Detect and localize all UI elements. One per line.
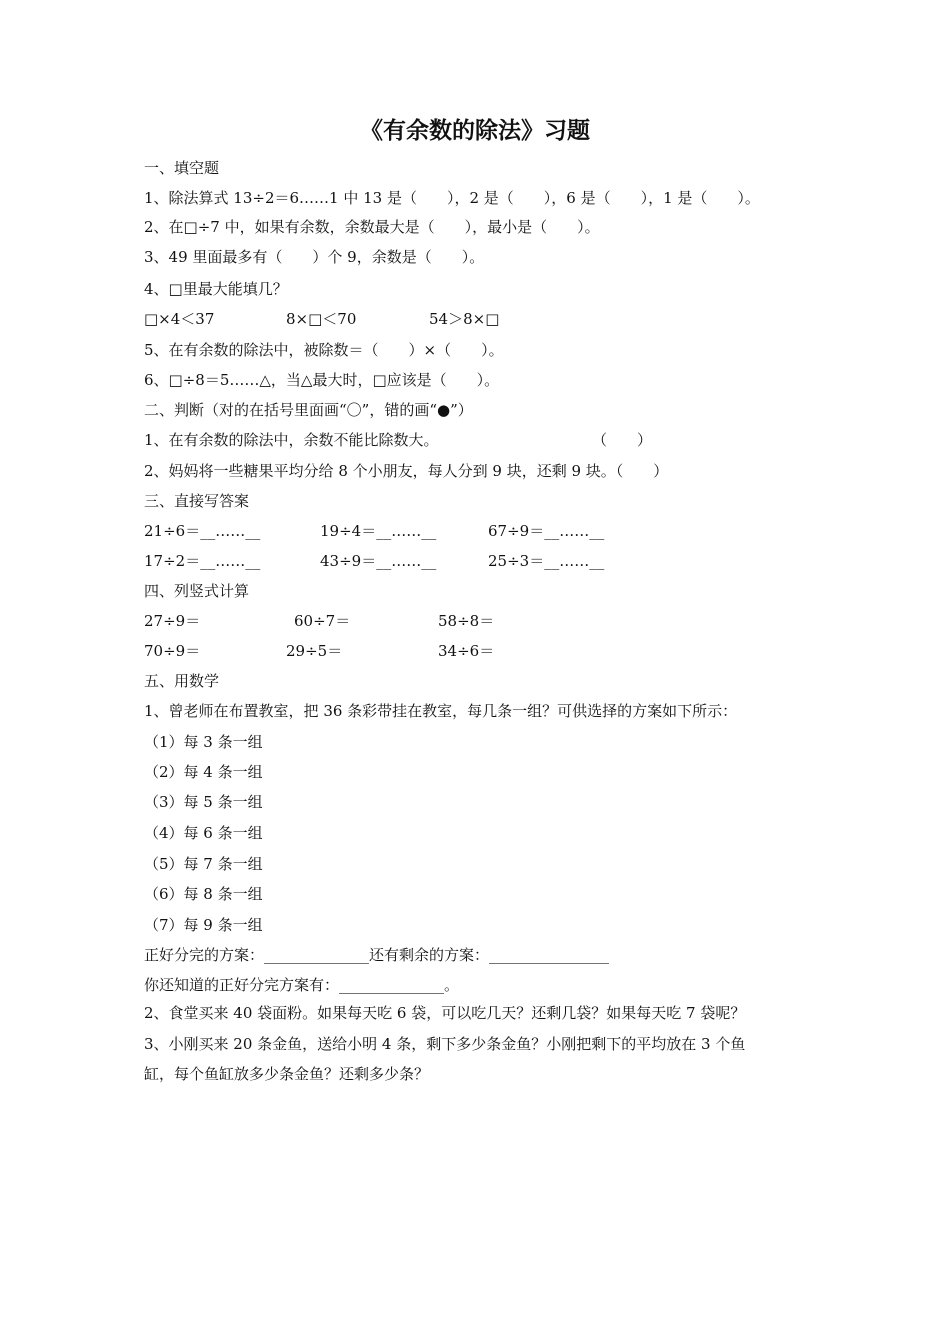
s1-question-3: 3、49 里面最多有（ ）个 9，余数是（ ）。	[144, 248, 485, 266]
s1-q4-item-2: 8×□＜70	[286, 310, 357, 328]
s4-row2-item-2: 29÷5＝	[286, 642, 343, 660]
s2-question-1-answer-paren: （ ）	[592, 431, 653, 449]
s2-question-2: 2、妈妈将一些糖果平均分给 8 个小朋友，每人分到 9 块，还剩 9 块。（ ）	[144, 462, 669, 480]
s3-row2-item-1: 17÷2＝__……__	[144, 552, 261, 570]
s1-question-5: 5、在有余数的除法中，被除数＝（ ）×（ ）。	[144, 341, 504, 359]
section-5-heading: 五、用数学	[144, 672, 220, 690]
s1-question-2: 2、在□÷7 中，如果有余数，余数最大是（ ），最小是（ ）。	[144, 218, 600, 236]
s3-row2-item-3: 25÷3＝__……__	[488, 552, 605, 570]
s3-row1-item-2: 19÷4＝__……__	[320, 522, 437, 540]
s1-question-4: 4、□里最大能填几？	[144, 280, 288, 298]
page-title: 《有余数的除法》习题	[360, 118, 590, 144]
s5-option-2: （2）每 4 条一组	[144, 763, 263, 781]
section-1-heading: 一、填空题	[144, 159, 220, 177]
section-4-heading: 四、列竖式计算	[144, 582, 250, 600]
s5-question-3-line-2: 缸，每个鱼缸放多少条金鱼？还剩多少条？	[144, 1065, 430, 1083]
s5-option-7: （7）每 9 条一组	[144, 916, 263, 934]
s4-row1-item-3: 58÷8＝	[438, 612, 495, 630]
s4-row1-item-2: 60÷7＝	[294, 612, 351, 630]
s5-question-2: 2、食堂买来 40 袋面粉。如果每天吃 6 袋，可以吃几天？还剩几袋？如果每天吃 7 袋呢？	[144, 1004, 746, 1022]
s1-q4-item-1: □×4＜37	[144, 310, 215, 328]
s1-question-6: 6、□÷8＝5……△，当△最大时，□应该是（ ）。	[144, 371, 500, 389]
s4-row2-item-1: 70÷9＝	[144, 642, 201, 660]
s5-question-1: 1、曾老师在布置教室，把 36 条彩带挂在教室，每几条一组？可供选择的方案如下所示：	[144, 702, 738, 720]
s5-option-1: （1）每 3 条一组	[144, 733, 263, 751]
s2-question-1: 1、在有余数的除法中，余数不能比除数大。	[144, 431, 439, 449]
s5-option-3: （3）每 5 条一组	[144, 793, 263, 811]
s3-row1-item-3: 67÷9＝__……__	[488, 522, 605, 540]
s5-option-4: （4）每 6 条一组	[144, 824, 263, 842]
s4-row2-item-3: 34÷6＝	[438, 642, 495, 660]
s5-question-3-line-1: 3、小刚买来 20 条金鱼，送给小明 4 条，剩下多少条金鱼？小刚把剩下的平均放在 3 个鱼	[144, 1035, 746, 1053]
s1-question-1: 1、除法算式 13÷2＝6……1 中 13 是（ ），2 是（ ），6 是（ ），1 是（ ）。	[144, 189, 760, 207]
s5-option-6: （6）每 8 条一组	[144, 885, 263, 903]
s3-row1-item-1: 21÷6＝__……__	[144, 522, 261, 540]
s5-fill-line-1: 正好分完的方案：______________还有剩余的方案：________________	[144, 946, 610, 964]
s3-row2-item-2: 43÷9＝__……__	[320, 552, 437, 570]
s1-q4-item-3: 54＞8×□	[429, 310, 500, 328]
s5-option-5: （5）每 7 条一组	[144, 855, 263, 873]
s5-fill-line-2: 你还知道的正好分完方案有：______________。	[144, 976, 460, 994]
section-3-heading: 三、直接写答案	[144, 492, 250, 510]
section-2-heading: 二、判断（对的在括号里面画“〇”，错的画“●”）	[144, 401, 473, 419]
s4-row1-item-1: 27÷9＝	[144, 612, 201, 630]
